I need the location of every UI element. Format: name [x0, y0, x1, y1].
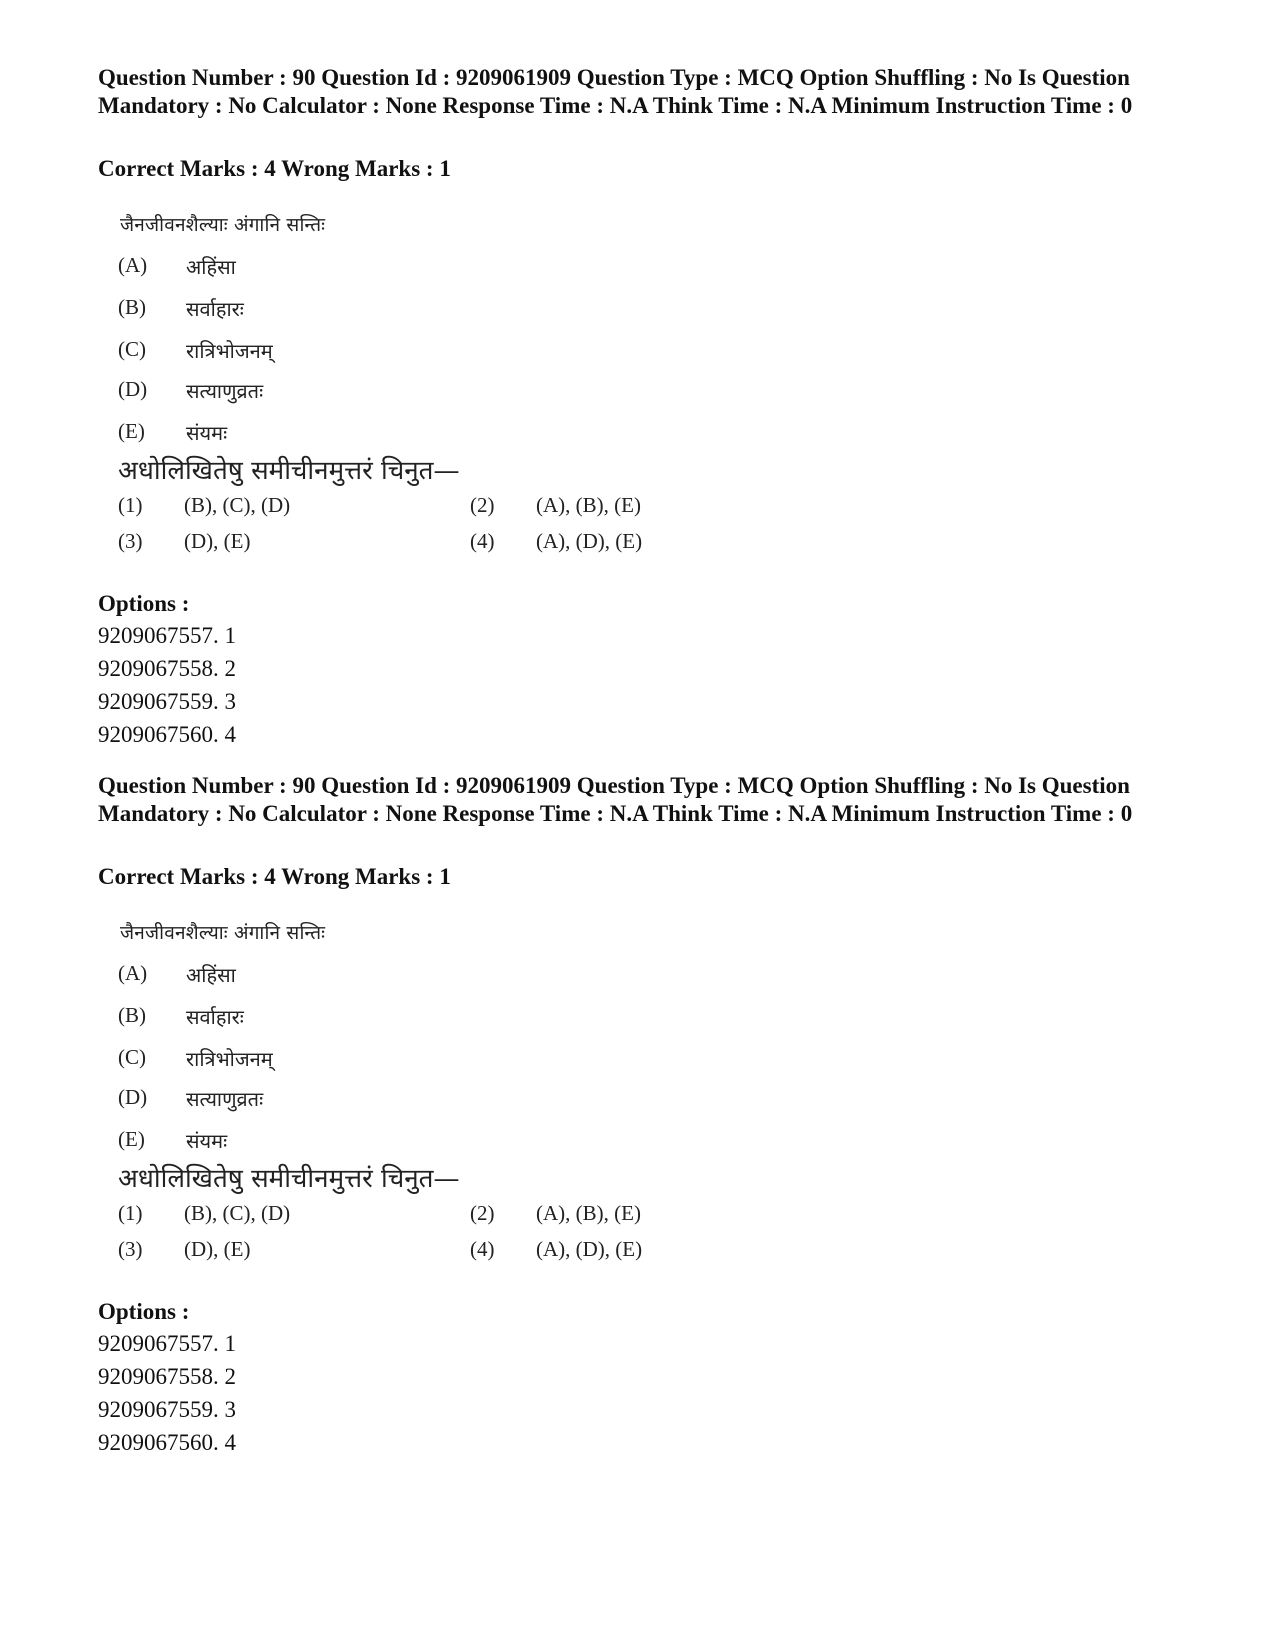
options-heading: Options :: [98, 1299, 190, 1324]
question-prompt: अधोलिखितेषु समीचीनमुत्तरं चिनुत—: [118, 1164, 460, 1194]
question-meta: Question Number : 90 Question Id : 9209061909 Question Type : MCQ Option Shuffling : No Is Question Mandatory : No Calculator : None Response Time : N.A Think Time : N.A Minimum Instruction Time : 0: [98, 65, 1133, 118]
statement-label: (A): [118, 253, 148, 277]
question-stem: जैनजीवनशैल्याः अंगानि सन्तिः: [120, 922, 326, 944]
option-item: 9209067559. 3: [98, 689, 236, 714]
question-meta: Question Number : 90 Question Id : 9209061909 Question Type : MCQ Option Shuffling : No Is Question Mandatory : No Calculator : None Response Time : N.A Think Time : N.A Minimum Instruction Time : 0: [98, 773, 1133, 826]
question-image: [110, 913, 670, 1293]
statement-text: सर्वाहारः: [186, 1005, 244, 1029]
statement-text: संयमः: [186, 1129, 228, 1153]
choice-number: (4): [470, 1237, 495, 1261]
statement-text: रात्रिभोजनम्: [186, 339, 273, 363]
option-item: 9209067560. 4: [98, 1430, 236, 1455]
statement-text: सर्वाहारः: [186, 297, 244, 321]
statement-text: सत्याणुव्रतः: [186, 1087, 264, 1111]
options-heading: Options :: [98, 591, 190, 616]
statement-label: (E): [118, 419, 145, 443]
statement-text: अहिंसा: [186, 963, 236, 987]
choice-number: (4): [470, 529, 495, 553]
choice-number: (3): [118, 529, 143, 553]
statement-label: (D): [118, 377, 148, 401]
statement-text: रात्रिभोजनम्: [186, 1047, 273, 1071]
question-prompt: अधोलिखितेषु समीचीनमुत्तरं चिनुत—: [118, 456, 460, 486]
option-item: 9209067560. 4: [98, 722, 236, 747]
choice-text: (A), (B), (E): [536, 493, 641, 517]
choice-text: (D), (E): [184, 1237, 251, 1261]
question-marks: Correct Marks : 4 Wrong Marks : 1: [98, 156, 451, 181]
choice-number: (2): [470, 493, 495, 517]
question-block: [0, 0, 1275, 747]
option-item: 9209067557. 1: [98, 623, 236, 648]
statement-label: (B): [118, 1003, 146, 1027]
choice-number: (3): [118, 1237, 143, 1261]
statement-label: (C): [118, 337, 146, 361]
option-item: 9209067557. 1: [98, 1331, 236, 1356]
choice-text: (A), (D), (E): [536, 1237, 643, 1261]
statement-label: (E): [118, 1127, 145, 1151]
statement-label: (A): [118, 961, 148, 985]
statement-text: सत्याणुव्रतः: [186, 379, 264, 403]
choice-text: (A), (D), (E): [536, 529, 643, 553]
statement-text: संयमः: [186, 421, 228, 445]
statement-label: (B): [118, 295, 146, 319]
statement-label: (D): [118, 1085, 148, 1109]
question-marks: Correct Marks : 4 Wrong Marks : 1: [98, 864, 451, 889]
choice-text: (B), (C), (D): [184, 1201, 291, 1225]
choice-text: (B), (C), (D): [184, 493, 291, 517]
question-stem: जैनजीवनशैल्याः अंगानि सन्तिः: [120, 214, 326, 236]
choice-number: (1): [118, 493, 143, 517]
option-item: 9209067559. 3: [98, 1397, 236, 1422]
question-block: [0, 708, 1275, 1455]
choice-number: (1): [118, 1201, 143, 1225]
choice-number: (2): [470, 1201, 495, 1225]
choice-text: (A), (B), (E): [536, 1201, 641, 1225]
statement-text: अहिंसा: [186, 255, 236, 279]
statement-label: (C): [118, 1045, 146, 1069]
choice-text: (D), (E): [184, 529, 251, 553]
option-item: 9209067558. 2: [98, 1364, 236, 1389]
question-image: [110, 205, 670, 585]
option-item: 9209067558. 2: [98, 656, 236, 681]
